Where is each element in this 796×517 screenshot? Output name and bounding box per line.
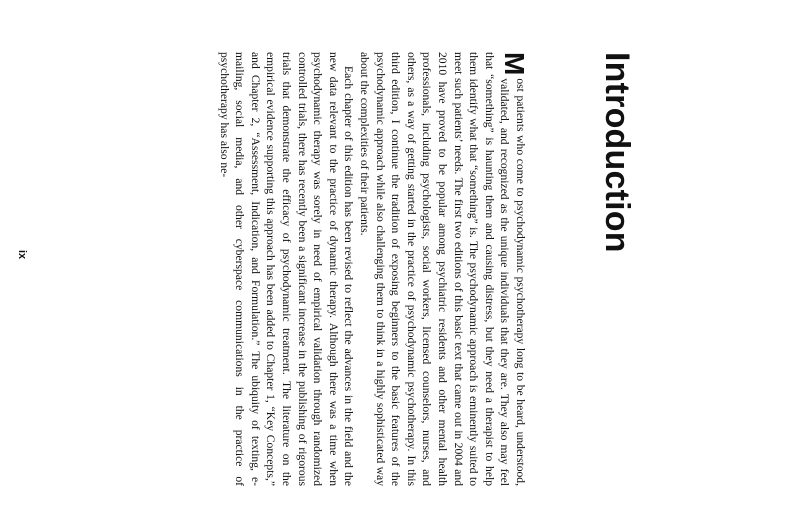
drop-cap: M [499,52,530,76]
page-number: ix [16,250,28,260]
paragraph-1 [356,52,528,486]
body-text [216,52,528,486]
paragraph-1-text: ost patients who come to psychodynamic psychotherapy long to be heard, understood, validated, and recognized as the unique individuals that they are. They also may feel that “something” is haunting them and causing distress, but they need a therapist to help them identify what that “something” is. The psychodynamic approach is eminently suited to meet such patients’ needs. The first two editions of this basic text that came out in 2004 and 2010 have proved to be popular among psychiatric residents and other mental health professionals, including psychologists, social workers, licensed counselors, nurses, and others, as a way of getting started in the practice of psychodynamic psychotherapy. In this third edition, I continue the tradition of exposing beginners to the basic features of the psychodynamic approach while also challenging them to think in a highly sophisticated way about the complexities of their patients. [358,52,527,486]
paragraph-2: Each chapter of this edition has been revised to reflect the advances in the field and the new data relevant to the practice of dynamic therapy. Although there was a time when psychodynamic therapy was sorely in need of empirical validation through randomized controlled trials, there has recently been a significant increase in the publishing of rigorous trials that demonstrate the efficacy of psychodynamic treatment. The literature on the empirical evidence supporting this approach has been added to Chapter 1, “Key Concepts,” and Chapter 2, “Assessment, Indication, and Formulation.” The ubiquity of texting, e-mailing, social media, and other cyberspace communications in the practice of psychotherapy has also ne- [217,52,356,486]
page-title: Introduction [598,52,636,253]
